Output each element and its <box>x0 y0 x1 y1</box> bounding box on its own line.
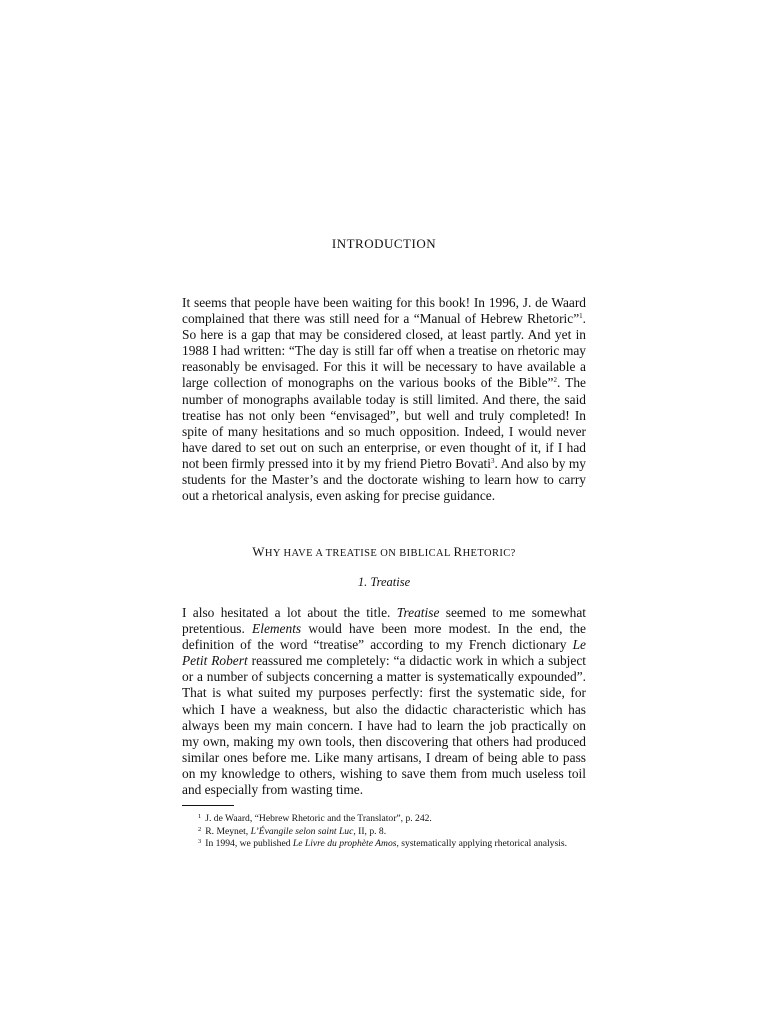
book-page <box>182 0 586 1024</box>
intro-text-part: . The number of monographs available today is still limited. And there, the said treatise has not only been “envisaged”, but well and truly completed! In spite of many hesitations and so much opposition. Indeed, I would never have dared to set out on such an enterprise, or even thought of it, if I had not been firmly pressed into it by my friend Pietro Bovati <box>182 375 586 471</box>
footnotes <box>182 813 586 851</box>
treatise-paragraph <box>182 605 586 798</box>
footnote-ref: 3 <box>490 456 495 465</box>
footnote <box>182 813 586 826</box>
footnote-number: 1 <box>198 813 202 820</box>
footnote-separator <box>182 805 234 806</box>
section-heading <box>182 544 586 560</box>
intro-text-part: . So here is a gap that may be considered closed, at least partly. And yet in 1988 I had written: “The day is still far off when a treatise on rhetoric may reasonably be envisaged. For this it will be necessary to have available a large collection of monographs on the various books of the Bible” <box>182 311 586 391</box>
footnote-text: , II, p. 8. <box>353 825 387 837</box>
heading-text: HY HAVE A TREATISE ON BIBLICAL <box>264 548 454 559</box>
body-text-part: reassured me completely: “a didactic work in which a subject or a number of subjects concerning a matter is systematically expounded”. That is what suited my purposes perfectly: first the systematic side, for which I have a weakness, but also the didactic characteristic which has always been my main concern. I have had to learn the job practically on my own, making my own tools, then discovering that others had produced similar ones before me. Like many artisans, I dream of being able to pass on my knowledge to others, wishing to save them from much useless toil and especially from wasting time. <box>182 653 586 798</box>
footnote-ref: 1 <box>579 312 583 321</box>
chapter-title: INTRODUCTION <box>331 236 437 251</box>
intro-text-part: . And also by my students for the Master’s and the doctorate wishing to learn how to carry out a rhetorical analysis, even asking for precise guidance. <box>182 455 586 504</box>
heading-capital: R <box>453 544 463 559</box>
body-text-part: I also hesitated a lot about the title. <box>182 605 397 620</box>
footnote-italic: L’Évangile selon saint Luc <box>250 825 354 837</box>
heading-capital: W <box>252 544 265 559</box>
footnote-number: 3 <box>198 838 202 845</box>
footnote-italic: Le Livre du prophète Amos <box>292 838 397 849</box>
footnote-text: R. Meynet, <box>205 825 251 837</box>
footnote <box>182 826 586 839</box>
body-text-part: seemed to me somewhat pretentious. <box>182 605 586 637</box>
footnote-number: 2 <box>198 825 202 833</box>
footnote-ref: 2 <box>553 376 557 385</box>
italic-term: Elements <box>252 621 302 637</box>
footnote-text: In 1994, we published <box>205 838 293 849</box>
footnote-text: , systematically applying rhetorical analysis. <box>396 838 568 849</box>
intro-paragraph <box>182 295 586 504</box>
subsection-heading: 1. Treatise <box>357 575 411 589</box>
intro-text-part: It seems that people have been waiting for this book! In 1996, J. de Waard complained that there was still need for a “Manual of Hebrew Rhetoric” <box>182 295 586 327</box>
heading-text: HETORIC? <box>462 548 516 559</box>
footnote-text: J. de Waard, “Hebrew Rhetoric and the Translator”, p. 242. <box>205 813 432 824</box>
body-text-part: would have been more modest. In the end, the definition of the word “treatise” according to my French dictionary <box>182 621 586 653</box>
italic-title: Le Petit Robert <box>182 637 586 669</box>
footnote <box>182 838 586 851</box>
italic-term: Treatise <box>396 605 440 620</box>
